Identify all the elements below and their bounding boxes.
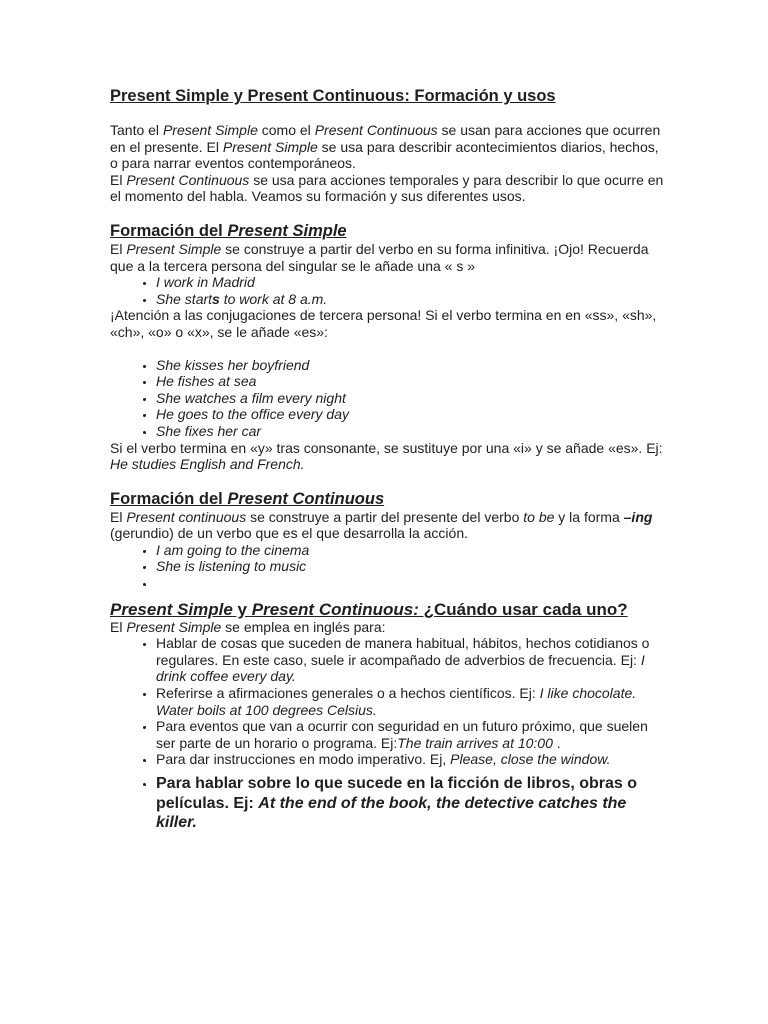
term: Present Simple (126, 618, 222, 635)
term: to be (523, 508, 555, 525)
list-item (156, 635, 670, 685)
text: se construye a partir del verbo en su forma infinitiva. ¡Ojo! Recuerda que a la tercera persona del singular se le añade una « s » (110, 240, 649, 274)
term: Present Continuous (126, 171, 250, 188)
term: Present continuous (126, 508, 247, 525)
term: Present Simple (110, 599, 233, 619)
list-item: • I work in Madrid (156, 274, 670, 291)
text: como el (257, 122, 315, 138)
paragraph (110, 509, 670, 542)
text: Para dar instrucciones en modo imperativo. Ej, (156, 751, 451, 768)
example-list (110, 357, 670, 440)
example: I like chocolate. Water boils at 100 degrees Celsius. (156, 685, 637, 718)
text: se usa para acciones temporales y para describir lo que ocurre en el momento del habla. Veamos su formación y sus diferentes usos. (110, 171, 664, 205)
text: ¿Cuándo usar cada uno? (418, 599, 628, 619)
list-item: • She is listening to music (156, 558, 670, 575)
text: El (110, 618, 127, 635)
example-list (110, 274, 670, 307)
list-item: • She fixes her car (156, 423, 670, 440)
section-heading-usage (110, 600, 670, 619)
document-page (110, 86, 670, 833)
text: Tanto el (110, 122, 163, 138)
text: y (232, 599, 252, 619)
list-item (156, 685, 670, 718)
usage-list (110, 635, 670, 832)
emphasis: s (212, 290, 220, 307)
example: Please, close the window. (450, 751, 611, 768)
term: Present Simple (162, 122, 258, 138)
text: se usa para describir acontecimientos diarios, hechos, o para narrar eventos contemporáneos. (110, 138, 659, 172)
term: Present Simple (227, 221, 347, 240)
term: Present Simple (126, 240, 222, 257)
example: The train arrives at 10:00 (397, 734, 553, 751)
text: se construye a partir del presente del verbo (246, 508, 524, 525)
list-item (156, 751, 670, 768)
text: El (110, 240, 127, 257)
term: Present Continuous: (251, 599, 419, 619)
list-item: • She watches a film every night (156, 390, 670, 407)
text: She start (156, 290, 213, 307)
example: At the end of the book, the detective catches the killer. (156, 794, 627, 831)
document-title: Present Simple y Present Continuous: Formación y usos (110, 87, 556, 105)
example-list (110, 542, 670, 592)
text: se usan para acciones que ocurren en el presente. El (110, 122, 661, 155)
paragraph (110, 241, 670, 274)
list-item: • She kisses her boyfriend (156, 357, 670, 374)
text: Formación del (110, 221, 228, 240)
text: Referirse a afirmaciones generales o a hechos científicos. Ej: (156, 685, 540, 702)
term: Present Continuous (314, 122, 438, 138)
text: El (110, 171, 127, 188)
text: El (110, 508, 127, 525)
section-heading-present-simple (110, 222, 670, 241)
text: Hablar de cosas que suceden de manera habitual, hábitos, hechos cotidianos o regulares. En este caso, suele ir acompañado de adverbios de frecuencia. Ej: (156, 635, 650, 668)
section-heading-present-continuous (110, 490, 670, 509)
text: se emplea en inglés para: (221, 618, 386, 635)
example: He studies English and French. (110, 456, 305, 473)
text: (gerundio) de un verbo que es el que desarrolla la acción. (110, 525, 469, 542)
list-item (156, 575, 670, 592)
paragraph (110, 619, 670, 636)
text: . (552, 734, 561, 751)
paragraph (110, 440, 670, 473)
example: I drink coffee every day. (156, 651, 645, 685)
text: Para hablar sobre lo que sucede en la ficción de libros, obras o películas. Ej: (156, 775, 638, 812)
list-item: • He fishes at sea (156, 373, 670, 390)
paragraph: ¡Atención a las conjugaciones de tercera persona! Si el verbo termina en en «ss», «sh», «ch», «o» o «x», se le añade «es»: (110, 307, 657, 340)
term: Present Simple (222, 138, 318, 155)
term: Present Continuous (227, 489, 385, 508)
list-item: • He goes to the office every day (156, 406, 670, 423)
list-item (156, 291, 670, 308)
list-item: • I am going to the cinema (156, 542, 670, 559)
list-item (156, 774, 670, 833)
list-item (156, 718, 670, 751)
intro-paragraph (110, 122, 670, 205)
term: –ing (623, 508, 653, 525)
text: Formación del (110, 489, 228, 508)
text: y la forma (554, 508, 624, 525)
text: to work at 8 a.m. (219, 290, 328, 307)
text: Para eventos que van a ocurrir con seguridad en un futuro próximo, que suelen ser parte de un horario o programa. Ej: (156, 718, 648, 751)
text: Si el verbo termina en «y» tras consonante, se sustituye por una «i» y se añade «es». Ej: (110, 439, 663, 456)
